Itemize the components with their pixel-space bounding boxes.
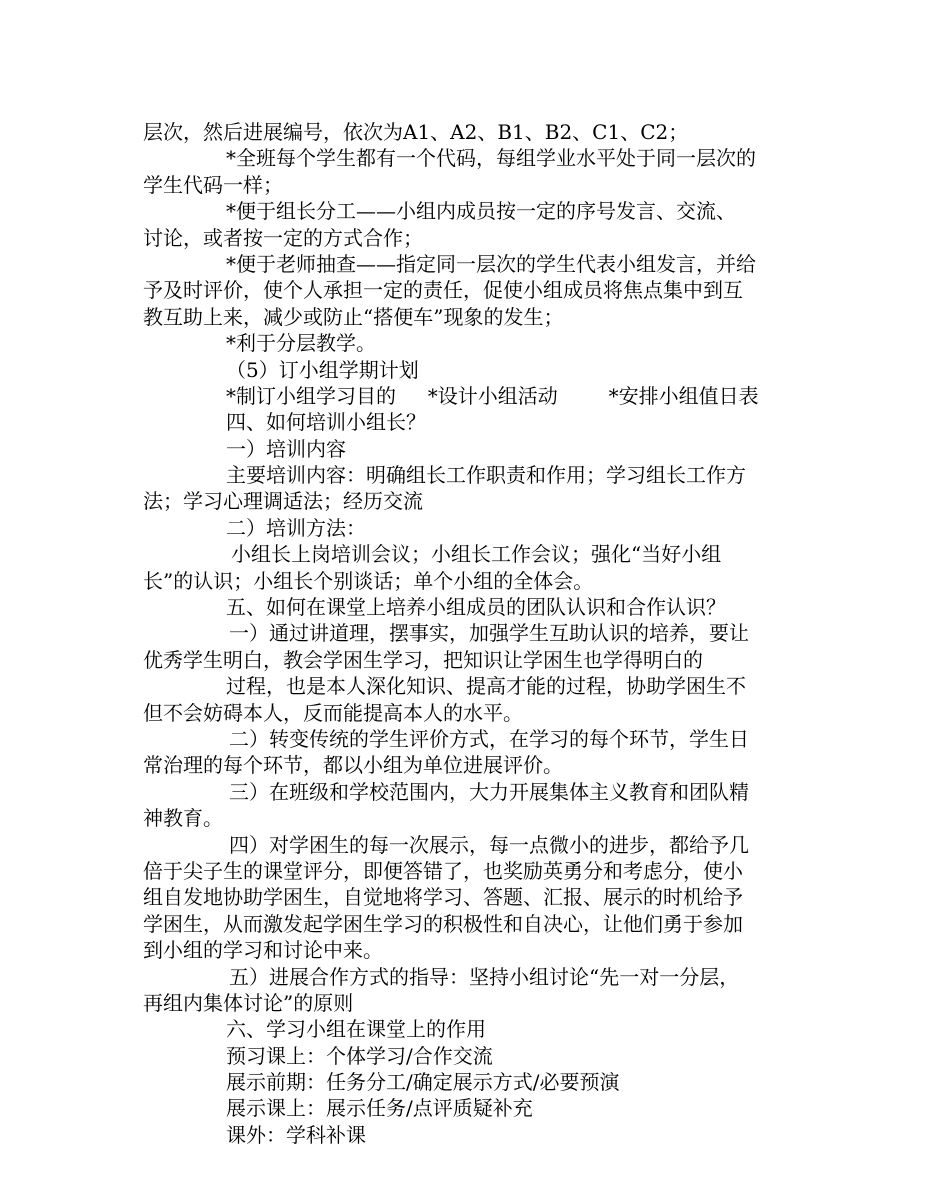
section-heading: 六、学习小组在课堂上的作用 [226,1017,486,1042]
text-line: 一）通过讲道理，摆事实，加强学生互助认识的培养，要让 [229,621,749,646]
text-line: （5）订小组学期计划 [226,357,419,382]
text-line: 法；学习心理调适法；经历交流 [143,489,423,514]
text-line: 五）进展合作方式的指导：坚持小组讨论“先一对一分层， [229,964,740,989]
text-line: 优秀学生明白，教会学困生学习，把知识让学困生也学得明白的 [143,647,703,672]
text-line: 再组内集体讨论”的原则 [143,990,354,1015]
text-line: 三）在班级和学校范围内，大力开展集体主义教育和团队精 [229,779,749,804]
section-heading: 五、如何在课堂上培养小组成员的团队认识和合作认识？ [226,595,726,620]
text-line: 到小组的学习和讨论中来。 [143,938,383,963]
text-line: 预习课上：个体学习/合作交流 [226,1043,493,1068]
text-line: 课外：学科补课 [226,1122,366,1147]
text-line: 讨论，或者按一定的方式合作； [143,225,423,250]
text-line: 小组长上岗培训会议；小组长工作会议；强化“当好小组 [231,542,722,567]
text-line: 展示课上：展示任务/点评质疑补充 [226,1096,533,1121]
text-line: 层次，然后进展编号，依次为A1、A2、B1、B2、C1、C2； [143,120,689,144]
subsection-heading: 二）培训方法： [226,515,366,540]
text-line: 组自发地协助学困生，自觉地将学习、答题、汇报、展示的时机给予 [143,885,743,910]
text-line: 教互助上来，减少或防止“搭便车”现象的发生； [143,304,564,329]
text-line: *制订小组学习目的 *设计小组活动 *安排小组值日表 [226,383,759,408]
text-line: 展示前期：任务分工/确定展示方式/必要预演 [226,1070,620,1095]
text-line: 过程，也是本人深化知识、提高才能的过程，协助学困生不 [226,674,746,699]
text-line: *便于组长分工——小组内成员按一定的序号发言、交流、 [226,199,736,224]
text-line: 予及时评价，使个人承担一定的责任，促使小组成员将焦点集中到互 [143,278,743,303]
text-line: 神教育。 [143,806,223,831]
text-line: 倍于尖子生的课堂评分，即便答错了，也奖励英勇分和考虑分，使小 [143,858,743,883]
text-line: *便于老师抽查——指定同一层次的学生代表小组发言，并给 [226,251,756,276]
text-line: 学困生，从而激发起学困生学习的积极性和自决心，让他们勇于参加 [143,911,743,936]
text-line: 常治理的每个环节，都以小组为单位进展评价。 [143,753,563,778]
text-line: 二）转变传统的学生评价方式，在学习的每个环节，学生日 [229,726,749,751]
subsection-heading: 一）培训内容 [226,436,346,461]
section-heading: 四、如何培训小组长？ [226,410,426,435]
text-line: 主要培训内容：明确组长工作职责和作用；学习组长工作方 [226,463,746,488]
text-line: 长”的认识；小组长个别谈话；单个小组的全体会。 [143,568,594,593]
text-line: *全班每个学生都有一个代码，每组学业水平处于同一层次的 [226,146,756,171]
text-line: 四）对学困生的每一次展示，每一点微小的进步，都给予几 [229,832,749,857]
text-line: *利于分层教学。 [226,331,376,356]
text-line: 但不会妨碍本人，反而能提高本人的水平。 [143,700,523,725]
document-body [143,119,813,1148]
text-line: 学生代码一样； [143,172,283,197]
